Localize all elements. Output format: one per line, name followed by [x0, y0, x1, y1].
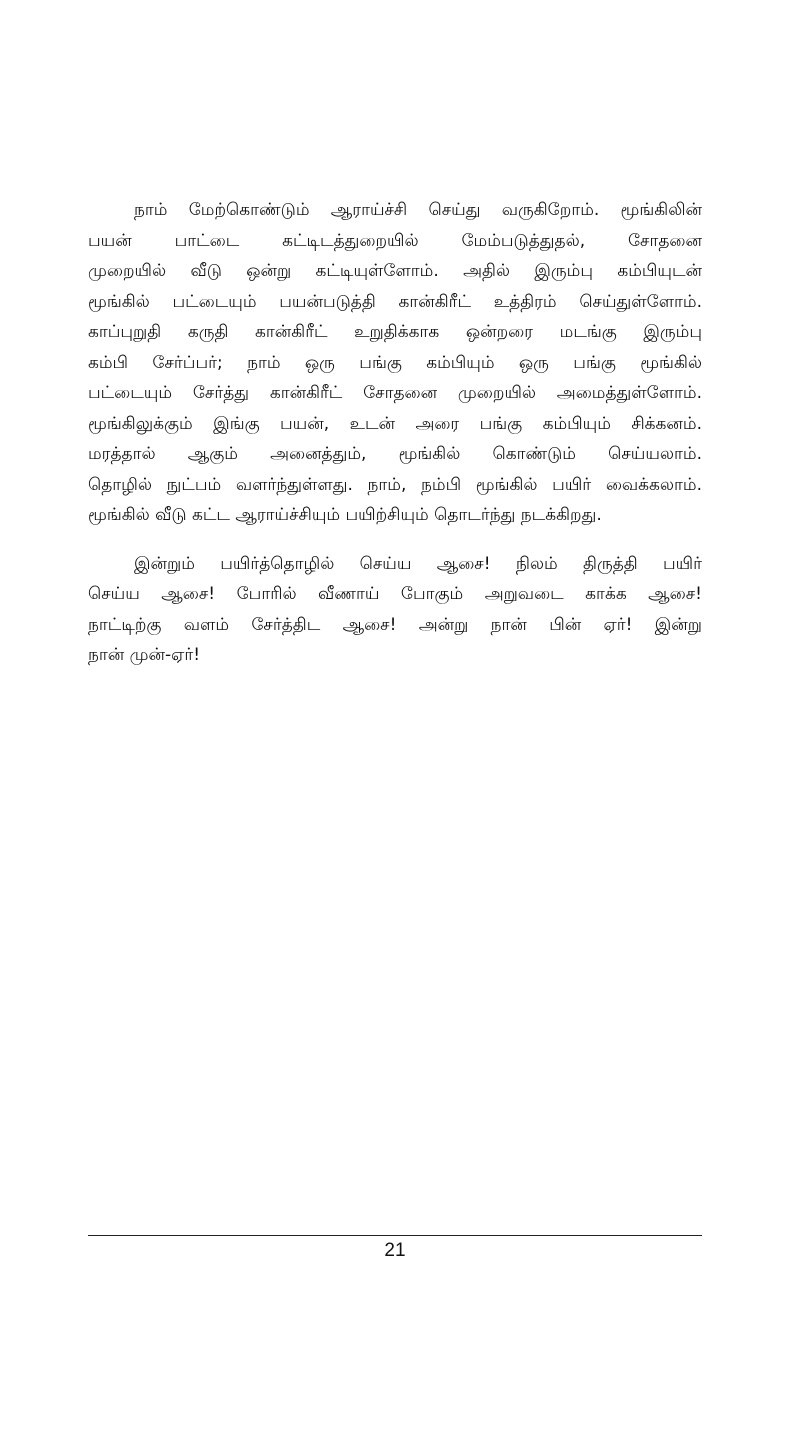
text-line: தொழில் நுட்பம் வளர்ந்துள்ளது. நாம், நம்பி மூங்கில் பயிர் வைக்கலாம். — [88, 474, 702, 495]
text-line: பட்டையும் சேர்த்து கான்கிரீட் சோதனை முறையில் அமைத்துள்ளோம். — [88, 383, 702, 403]
text-line: முறையில் வீடு ஒன்று கட்டியுள்ளோம். அதில் இரும்பு கம்பியுடன் — [88, 261, 702, 281]
paragraph-1 — [88, 195, 702, 531]
text-line: மூங்கில் வீடு கட்ட ஆராய்ச்சியும் பயிற்சியும் தொடர்ந்து நடக்கிறது. — [88, 505, 602, 525]
text-line: மூங்கிலுக்கும் இங்கு பயன், உடன் அரை பங்கு கம்பியும் சிக்கனம். — [88, 413, 702, 434]
paragraph-2 — [88, 549, 702, 671]
footer-divider — [88, 1235, 702, 1236]
text-line: செய்ய ஆசை! போரில் வீணாய் போகும் அறுவடை காக்க ஆசை! — [88, 584, 702, 604]
page-number: 21 — [384, 1240, 406, 1261]
text-line: நாம் மேற்கொண்டும் ஆராய்ச்சி செய்து வருகிறோம். மூங்கிலின் — [134, 200, 702, 220]
text-line: கம்பி சேர்ப்பர்; நாம் ஒரு பங்கு கம்பியும் ஒரு பங்கு மூங்கில் — [88, 352, 702, 373]
text-line: மூங்கில் பட்டையும் பயன்படுத்தி கான்கிரீட் உத்திரம் செய்துள்ளோம். — [88, 291, 702, 312]
text-line: நாட்டிற்கு வளம் சேர்த்திட ஆசை! அன்று நான் பின் ஏர்! இன்று — [88, 614, 702, 635]
page-body — [88, 195, 702, 671]
text-line: மரத்தால் ஆகும் அனைத்தும், மூங்கில் கொண்டும் செய்யலாம். — [88, 444, 702, 464]
text-line: இன்றும் பயிர்த்தொழில் செய்ய ஆசை! நிலம் திருத்தி பயிர் — [134, 553, 702, 574]
text-line: காப்புறுதி கருதி கான்கிரீட் உறுதிக்காக ஒன்றரை மடங்கு இரும்பு — [88, 322, 702, 342]
text-line: பயன் பாட்டை கட்டிடத்துறையில் மேம்படுத்துதல், சோதனை — [88, 230, 702, 251]
text-line: நான் முன்-ஏர்! — [88, 645, 201, 665]
